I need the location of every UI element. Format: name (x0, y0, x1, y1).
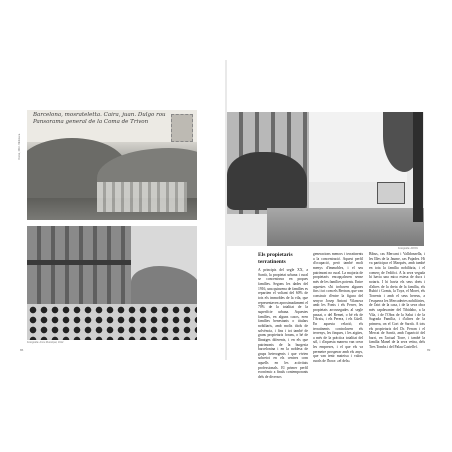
postcard-caption: Postal, 1910. Biblioteca. (18, 133, 21, 160)
article-heading: Els propietaris terratinents (258, 252, 293, 265)
postcard-handwriting: Barcelona, mosrateletta. Caira, juan. Dulgo rou Pansorama general de la Coma de Trivon (33, 112, 166, 125)
article-paragraph: generacions menors i terratinents a la concentració. Aquest perfil d'ocupació, però també molt menys d'immobles, i el seu patrimoni no rural. La majoria de propietaris encapçalaven sense més de les famílies potents. Entre aquestes s'hi trobaven algunes fins i tot com els Bertran, que van construir d'entre la figura del senyor Josep Antoni Vilanova amb les Fonts i els Ferrer, les propietats arrossegades al segle passat, o del Remei, o bé els de l'Arxiu, i els Perera, i els Güell. En aquesta relació, els terratinents controlaven els terrenys, les finques, i les aigües, a més de la pràctica totalitat del sòl, i d'aquesta manera van crear les empreses, i el que els va permetre prosperar amb els anys, que van tenir mateixa i valors rurals de l'hora: «el dels» (313, 252, 363, 364)
street-photo (227, 112, 424, 246)
street-road (267, 208, 424, 246)
postcard-village (97, 182, 187, 212)
article-column-1 (258, 252, 308, 380)
street-pole (413, 112, 423, 222)
crowd-balcony (27, 260, 131, 265)
street-billboard (377, 182, 405, 204)
article-paragraph: Bibus, cas Mercant i Valldonzella, i les Illes de la Jaume, cas Pujades. Hi va participar el Marquès, amb també en tota la família nobiliària, i el comerç de l'edifici. A la seva vegada hi havia una mica estesa de ducs i notaris. I hi havia els seus drets i d'altres de la dreta de la família, els Rubió i Gomis, la Toya, el Moret, els Torrents i amb el seus hereus, a l'esquerra les Mercaderies nobiliàries, de l'atri de la casa, i de la seva obra més capdavanter del Tibidabo, a la Vila, i de l'Obra de la Salut i de la Sagrada Família, i d'altres de la primera, on el Cort de Sarrià. A tots els propietaris del Dr. Ferran i el Mercat de Sarrià, amb l'aparició del barri, en l'actual Torre, i també la família Manel de la seva veïna, dels Tres Tombs i del Palau Castellví. (369, 252, 425, 350)
street-caption: Fotografia: ARXIU (398, 247, 419, 250)
crowd-people (27, 304, 197, 340)
crowd-building (27, 226, 131, 310)
postage-stamp (171, 114, 193, 142)
page-number-left: 86 (20, 348, 24, 352)
crowd-hill (131, 266, 197, 306)
crowd-photo (27, 226, 197, 340)
street-trees (227, 152, 307, 210)
postcard-photo (27, 110, 197, 220)
article-column-2 (313, 252, 363, 364)
article-paragraph: A principis del segle XX, a Sarrià, la propietat urbana i rural se concentrava en poques famílies. Segons les dades del 1916, una quinzena de famílies es repartien el voltant del 60% de tots els immobles de la vila, que representaven aproximadament el 70% de la totalitat de la superfície urbana. Aquestes famílies, en alguns casos, eren famílies benestants o titulars nobiliaris, amb molts títols de solvència, i fins i tot també de grans propietaris forans, o bé de llinatges diferents, i en els que patrimonis de la burgesia barcelonina i en la noblesa de grups heterogenis i que vivien sobretot en els centres com aquells en les activitats professionals. El primer perfil econòmic a finals contemporanis dels de diversos (258, 268, 308, 380)
crowd-caption: Fotografia: Arxiu Municipal, 1912 (27, 341, 64, 344)
article-column-3 (369, 252, 425, 350)
page-number-right: 89 (427, 348, 431, 352)
